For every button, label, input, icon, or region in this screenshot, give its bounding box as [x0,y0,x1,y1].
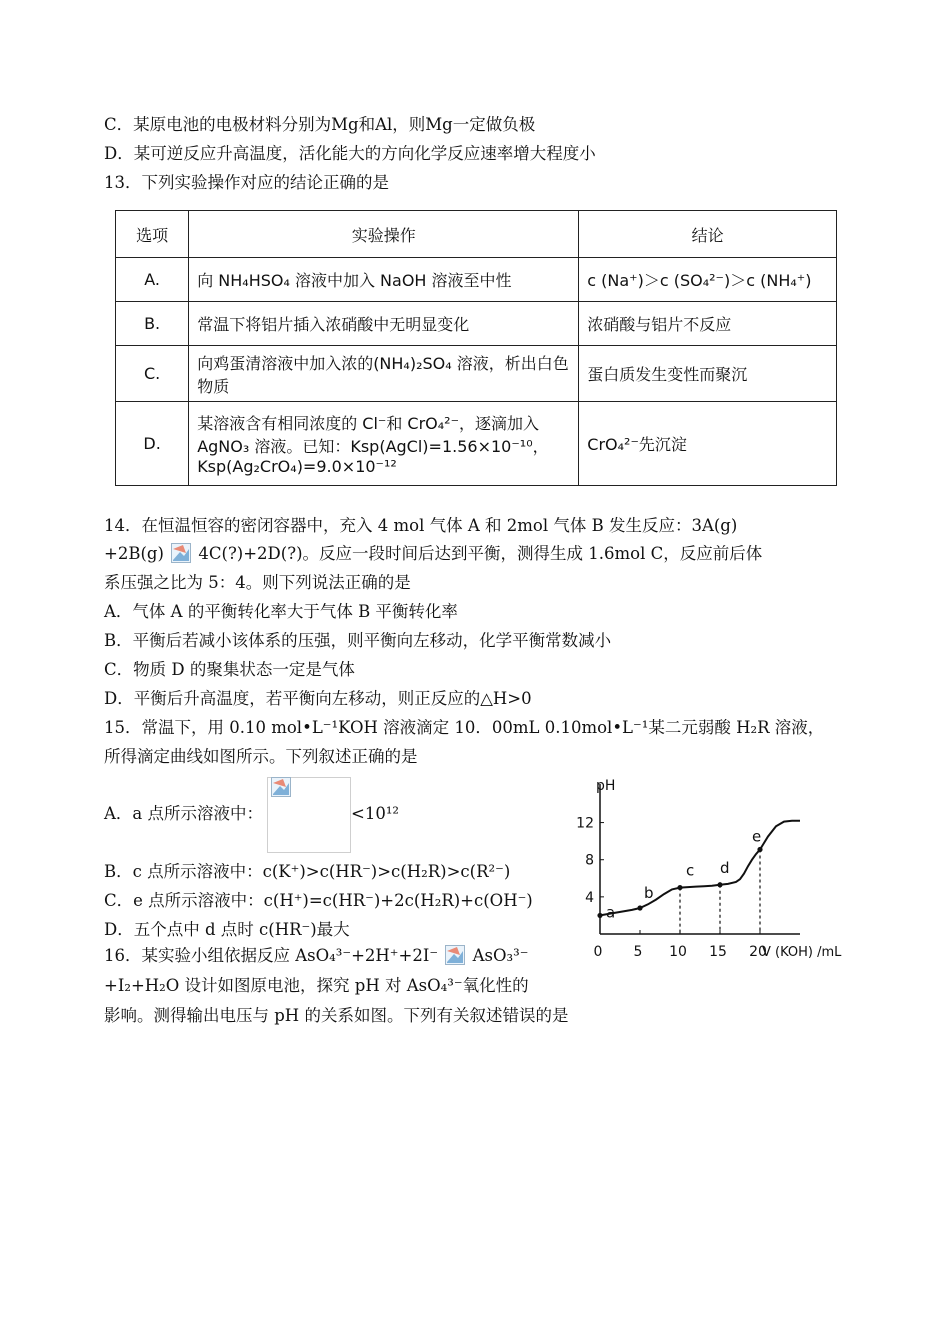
point-label-e: e [752,827,762,846]
y-tick-label: 8 [585,852,594,869]
q14-option-a: A．气体 A 的平衡转化率大于气体 B 平衡转化率 [104,602,458,621]
experiment-table [115,210,837,486]
q16-line3: 影响。测得输出电压与 pH 的关系如图。下列有关叙述错误的是 [104,1006,569,1025]
q12-option-d: D．某可逆反应升高温度，活化能大的方向化学反应速率增大程度小 [104,144,596,163]
q14-stem-line1: 14．在恒温恒容的密闭容器中，充入 4 mol 气体 A 和 2mol 气体 B 发生反应：3A(g) [104,516,738,535]
x-tick-label: 10 [669,944,687,960]
q13-stem: 13．下列实验操作对应的结论正确的是 [104,173,389,192]
row-label: D. [116,402,189,486]
row-conclusion: 蛋白质发生变性而聚沉 [579,346,837,402]
header-operation: 实验操作 [189,211,579,258]
row-operation: 向 NH₄HSO₄ 溶液中加入 NaOH 溶液至中性 [189,258,579,302]
data-point-a [597,913,602,918]
header-option: 选项 [116,211,189,258]
point-label-a: a [606,903,616,922]
row-conclusion: 浓硝酸与铝片不反应 [579,302,837,346]
y-tick-label: 12 [576,815,594,832]
broken-image-icon [271,777,291,797]
q15-stem-line1: 15．常温下，用 0.10 mol•L⁻¹KOH 溶液滴定 10．00mL 0.10mol•L⁻¹某二元弱酸 H₂R 溶液， [104,718,825,737]
data-point-c [677,885,682,890]
titration-chart [576,772,860,972]
q16-line1-post: AsO₃³⁻ [472,946,529,965]
row-conclusion: c (Na⁺)＞c (SO₄²⁻)＞c (NH₄⁺) [579,258,837,302]
q14-stem-line2 [104,543,762,565]
x-tick-label: 5 [633,944,643,960]
table-row [116,258,837,302]
header-conclusion: 结论 [579,211,837,258]
missing-formula-image [267,777,351,853]
q16-line1 [104,945,528,967]
q16-line1-pre: 16．某实验小组依据反应 AsO₄³⁻+2H⁺+2I⁻ [104,946,439,965]
q14-option-b: B．平衡后若减小该体系的压强，则平衡向左移动，化学平衡常数减小 [104,631,612,650]
q14-stem-line2-post: 4C(?)+2D(?)。反应一段时间后达到平衡，测得生成 1.6mol C，反应前后体 [198,544,763,563]
q15-option-a-pre: A．a 点所示溶液中： [104,804,263,823]
q12-option-c: C．某原电池的电极材料分别为Mg和Al，则Mg一定做负极 [104,115,536,134]
q15-option-d: D．五个点中 d 点时 c(HR⁻)最大 [104,920,350,939]
row-operation: 向鸡蛋清溶液中加入浓的(NH₄)₂SO₄ 溶液，析出白色物质 [189,346,579,402]
broken-image-icon [171,543,191,563]
series-line-titration [600,821,800,916]
data-point-d [717,882,722,887]
q14-option-d: D．平衡后升高温度，若平衡向左移动，则正反应的△H>0 [104,689,532,708]
broken-image-icon [445,945,465,965]
point-label-c: c [686,861,695,880]
data-point-e [757,847,762,852]
q15-option-a [104,776,399,853]
q14-stem-line2-pre: +2B(g) [104,544,164,563]
row-label: A. [116,258,189,302]
chart-labels [576,778,842,960]
q15-option-a-post: <10¹² [351,804,400,823]
q15-stem-line2: 所得滴定曲线如图所示。下列叙述正确的是 [104,747,418,766]
y-axis-label: pH [596,778,616,794]
table-header-row [116,211,837,258]
table-row [116,346,837,402]
x-axis-label: V (KOH) /mL [762,945,842,960]
row-label: B. [116,302,189,346]
row-label: C. [116,346,189,402]
point-label-b: b [644,884,654,902]
x-tick-label: 0 [593,944,603,960]
row-conclusion: CrO₄²⁻先沉淀 [579,402,837,486]
chart-axes [600,784,800,934]
table-row [116,402,837,486]
row-operation: 常温下将铝片插入浓硝酸中无明显变化 [189,302,579,346]
q15-option-c: C．e 点所示溶液中：c(H⁺)=c(HR⁻)+2c(H₂R)+c(OH⁻) [104,891,533,910]
table-row [116,302,837,346]
data-point-b [637,905,642,910]
q16-line2: +I₂+H₂O 设计如图原电池，探究 pH 对 AsO₄³⁻氧化性的 [104,976,529,995]
q15-option-b: B．c 点所示溶液中：c(K⁺)>c(HR⁻)>c(H₂R)>c(R²⁻) [104,862,511,881]
q14-stem-line3: 系压强之比为 5：4。则下列说法正确的是 [104,573,411,592]
row-operation: 某溶液含有相同浓度的 Cl⁻和 CrO₄²⁻，逐滴加入 AgNO₃ 溶液。已知：Ksp(AgCl)=1.56×10⁻¹⁰，Ksp(Ag₂CrO₄)=9.0×10⁻¹² [189,402,579,486]
q14-option-c: C．物质 D 的聚集状态一定是气体 [104,660,355,679]
x-tick-label: 20 [749,944,767,960]
x-tick-label: 15 [709,944,727,960]
y-tick-label: 4 [585,889,594,906]
point-label-d: d [720,858,730,877]
